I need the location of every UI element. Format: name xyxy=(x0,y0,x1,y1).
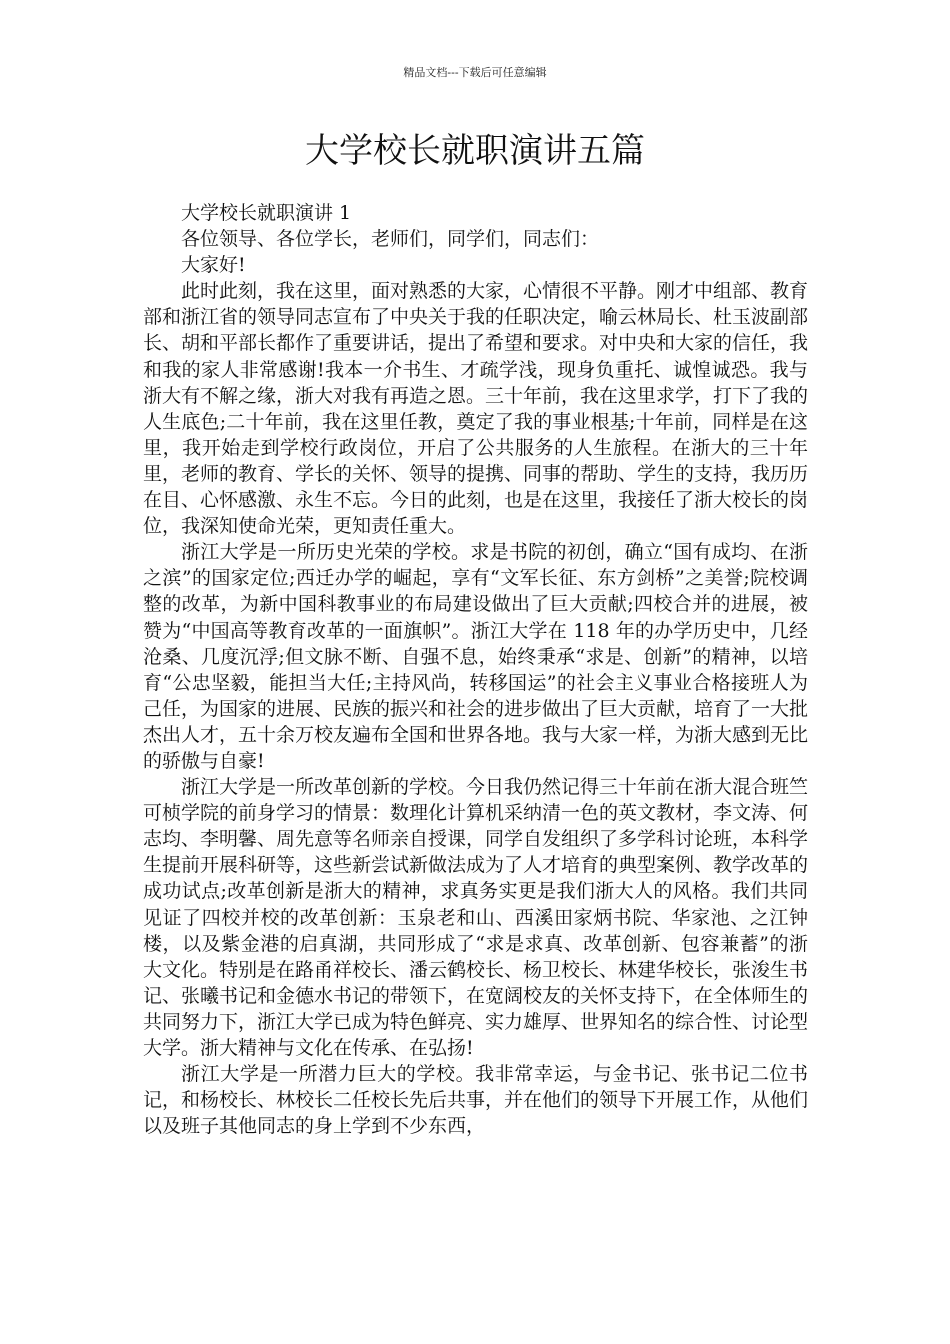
greeting: 大家好! xyxy=(181,254,246,277)
paragraph: 浙江大学是一所改革创新的学校。今日我仍然记得三十年前在浙大混合班竺可桢学院的前身学习的情景：数理化计算机采纳清一色的英文教材，李文涛、何志均、李明馨、周先意等名师亲自授课，同学自发组织了多学科讨论班，本科学生提前开展科研等，这些新尝试新做法成为了人才培育的典型案例、教学改革的成功试点;改革创新是浙大的精神，求真务实更是我们浙大人的风格。我们共同见证了四校并校的改革创新：玉泉老和山、西溪田家炳书院、华家池、之江钟楼，以及紫金港的启真湖，共同形成了“求是求真、改革创新、包容兼蓄”的浙大文化。特别是在路甬祥校长、潘云鹤校长、杨卫校长、林建华校长，张浚生书记、张曦书记和金德水书记的带领下，在宽阔校友的关怀支持下，在全体师生的共同努力下，浙江大学已成为特色鲜亮、实力雄厚、世界知名的综合性、讨论型大学。浙大精神与文化在传承、在弘扬! xyxy=(143,776,809,1059)
salutation: 各位领导、各位学长，老师们，同学们，同志们： xyxy=(181,228,600,251)
paragraph: 浙江大学是一所历史光荣的学校。求是书院的初创，确立“国有成均、在浙之滨”的国家定位;西迁办学的崛起，享有“文军长征、东方剑桥”之美誉;院校调整的改革，为新中国科教事业的布局建设做出了巨大贡献;四校合并的进展，被赞为“中国高等教育改革的一面旗帜”。浙江大学在 118 年的办学历史中，几经沧桑、几度沉浮;但文脉不断、自强不息，始终秉承“求是、创新”的精神，以培育“公忠坚毅，能担当大任;主持风尚，转移国运”的社会主义事业合格接班人为己任，为国家的进展、民族的振兴和社会的进步做出了巨大贡献，培育了一大批杰出人才，五十余万校友遍布全国和世界各地。我与大家一样，为浙大感到无比的骄傲与自豪! xyxy=(143,541,809,772)
paragraph: 此时此刻，我在这里，面对熟悉的大家，心情很不平静。刚才中组部、教育部和浙江省的领导同志宣布了中央关于我的任职决定，喻云林局长、杜玉波副部长、胡和平部长都作了重要讲话，提出了希望和要求。对中央和大家的信任，我和我的家人非常感谢!我本一介书生、才疏学浅，现身负重托、诚惶诚恐。我与浙大有不解之缘，浙大对我有再造之恩。三十年前，我在这里求学，打下了我的人生底色;二十年前，我在这里任教，奠定了我的事业根基;十年前，同样是在这里，我开始走到学校行政岗位，开启了公共服务的人生旅程。在浙大的三十年里，老师的教育、学长的关怀、领导的提携、同事的帮助、学生的支持，我历历在目、心怀感激、永生不忘。今日的此刻，也是在这里，我接任了浙大校长的岗位，我深知使命光荣，更知责任重大。 xyxy=(143,280,809,538)
speech-heading: 大学校长就职演讲 1 xyxy=(181,202,352,224)
paragraph: 浙江大学是一所潜力巨大的学校。我非常幸运，与金书记、张书记二位书记，和杨校长、林校长二任校长先后共事，并在他们的领导下开展工作，从他们以及班子其他同志的身上学到不少东西， xyxy=(143,1063,809,1138)
document-title: 大学校长就职演讲五篇 xyxy=(305,131,645,171)
page-header-note: 精品文档---下载后可任意编辑 xyxy=(403,66,547,79)
document-body xyxy=(143,200,808,1139)
